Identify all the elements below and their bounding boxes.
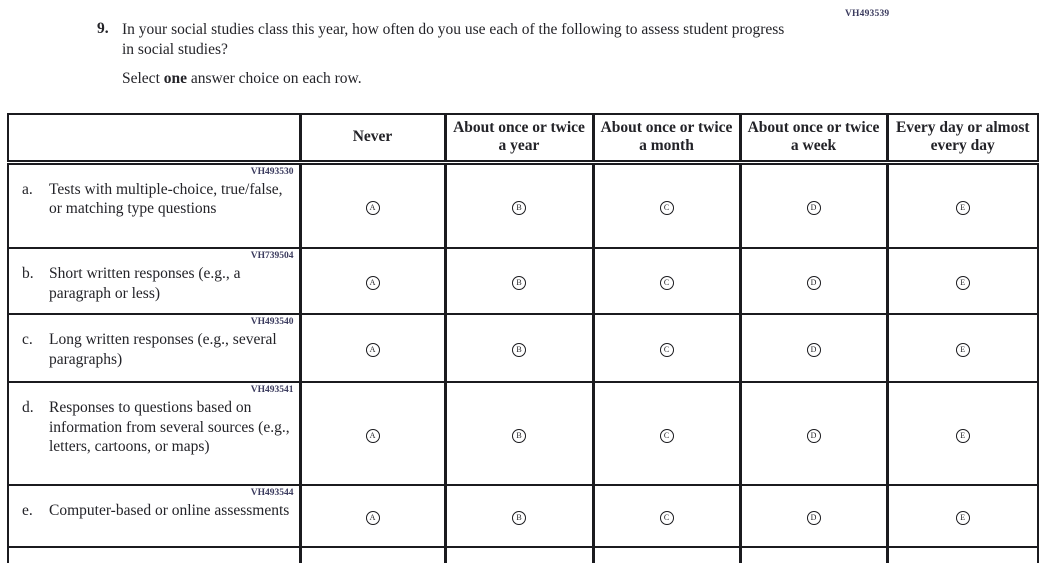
header-once-twice-year: About once or twice a year	[445, 114, 593, 162]
partial-next-row	[8, 547, 1038, 563]
row-letter: d.	[22, 399, 34, 417]
option-bubble-c[interactable]: C	[660, 511, 674, 525]
option-cell-every-day	[887, 248, 1038, 314]
row-text: Tests with multiple-choice, true/false, or matching type questions	[49, 180, 283, 218]
option-bubble-e[interactable]: E	[956, 511, 970, 525]
header-once-twice-month: About once or twice a month	[593, 114, 740, 162]
row-label-cell	[8, 382, 300, 485]
option-bubble-b[interactable]: B	[512, 429, 526, 443]
header-once-twice-week: About once or twice a week	[740, 114, 887, 162]
option-cell-once-twice-month	[593, 314, 740, 382]
row-label	[9, 327, 299, 369]
header-every-day: Every day or almost every day	[887, 114, 1038, 162]
option-bubble-e[interactable]: E	[956, 343, 970, 357]
row-label-cell	[8, 314, 300, 382]
question-block	[97, 20, 787, 88]
option-cell-once-twice-week	[740, 382, 887, 485]
partial-cell	[445, 547, 593, 563]
option-bubble-a[interactable]: A	[366, 511, 380, 525]
option-cell-never	[300, 314, 445, 382]
question-instruction	[122, 70, 787, 88]
header-row	[8, 114, 1038, 162]
option-cell-once-twice-year	[445, 162, 593, 248]
option-cell-once-twice-year	[445, 382, 593, 485]
option-bubble-c[interactable]: C	[660, 276, 674, 290]
table-row	[8, 485, 1038, 547]
option-bubble-c[interactable]: C	[660, 429, 674, 443]
partial-cell	[887, 547, 1038, 563]
row-label	[9, 177, 299, 219]
table-row	[8, 382, 1038, 485]
row-letter: a.	[22, 180, 33, 198]
option-cell-every-day	[887, 382, 1038, 485]
table-row	[8, 248, 1038, 314]
row-text: Computer-based or online assessments	[49, 502, 290, 520]
table-row	[8, 162, 1038, 248]
option-bubble-c[interactable]: C	[660, 343, 674, 357]
assessment-frequency-table	[7, 113, 1039, 563]
option-bubble-b[interactable]: B	[512, 511, 526, 525]
row-letter: e.	[22, 502, 33, 520]
option-cell-once-twice-month	[593, 248, 740, 314]
partial-cell	[300, 547, 445, 563]
option-cell-once-twice-year	[445, 314, 593, 382]
row-code: VH493544	[250, 488, 294, 498]
option-cell-never	[300, 485, 445, 547]
row-label	[9, 498, 299, 521]
option-cell-once-twice-month	[593, 162, 740, 248]
option-bubble-e[interactable]: E	[956, 276, 970, 290]
assessment-table-body	[8, 162, 1038, 563]
row-letter: b.	[22, 265, 34, 283]
option-bubble-a[interactable]: A	[366, 201, 380, 215]
question-number: 9.	[97, 20, 109, 37]
option-bubble-d[interactable]: D	[807, 201, 821, 215]
question-accession-code: VH493539	[845, 9, 890, 19]
option-bubble-a[interactable]: A	[366, 343, 380, 357]
option-cell-never	[300, 382, 445, 485]
question-text: In your social studies class this year, how often do you use each of the following to assess student progress in social studies?	[122, 21, 785, 59]
option-bubble-c[interactable]: C	[660, 201, 674, 215]
instruction-suffix: answer choice on each row.	[187, 69, 362, 87]
option-cell-every-day	[887, 314, 1038, 382]
option-cell-once-twice-year	[445, 485, 593, 547]
header-never: Never	[300, 114, 445, 162]
option-bubble-d[interactable]: D	[807, 511, 821, 525]
row-label-cell	[8, 162, 300, 248]
option-cell-every-day	[887, 162, 1038, 248]
row-text: Long written responses (e.g., several paragraphs)	[49, 331, 277, 368]
option-cell-never	[300, 162, 445, 248]
option-bubble-b[interactable]: B	[512, 276, 526, 290]
row-code: VH493541	[250, 385, 294, 395]
instruction-emphasis: one	[163, 69, 187, 87]
row-label	[9, 395, 299, 457]
row-letter: c.	[22, 331, 33, 349]
header-blank-cell	[8, 114, 300, 162]
table-row	[8, 314, 1038, 382]
option-bubble-e[interactable]: E	[956, 201, 970, 215]
option-cell-once-twice-month	[593, 485, 740, 547]
partial-cell	[8, 547, 300, 563]
option-bubble-d[interactable]: D	[807, 343, 821, 357]
option-cell-every-day	[887, 485, 1038, 547]
row-label-cell	[8, 248, 300, 314]
row-text: Responses to questions based on information from several sources (e.g., letters, cartoons, or maps)	[49, 399, 290, 456]
row-code: VH493530	[250, 166, 294, 177]
row-label-cell	[8, 485, 300, 547]
row-code: VH493540	[250, 317, 294, 327]
option-bubble-d[interactable]: D	[807, 276, 821, 290]
row-text: Short written responses (e.g., a paragraph or less)	[49, 265, 241, 302]
option-bubble-b[interactable]: B	[512, 201, 526, 215]
option-cell-once-twice-week	[740, 314, 887, 382]
option-cell-never	[300, 248, 445, 314]
option-cell-once-twice-week	[740, 162, 887, 248]
option-bubble-a[interactable]: A	[366, 276, 380, 290]
partial-cell	[593, 547, 740, 563]
option-cell-once-twice-year	[445, 248, 593, 314]
option-bubble-b[interactable]: B	[512, 343, 526, 357]
instruction-prefix: Select	[122, 69, 164, 87]
option-bubble-a[interactable]: A	[366, 429, 380, 443]
partial-cell	[740, 547, 887, 563]
option-cell-once-twice-month	[593, 382, 740, 485]
row-code: VH739504	[250, 251, 294, 261]
option-bubble-d[interactable]: D	[807, 429, 821, 443]
row-label	[9, 261, 299, 303]
option-cell-once-twice-week	[740, 485, 887, 547]
option-bubble-e[interactable]: E	[956, 429, 970, 443]
option-cell-once-twice-week	[740, 248, 887, 314]
